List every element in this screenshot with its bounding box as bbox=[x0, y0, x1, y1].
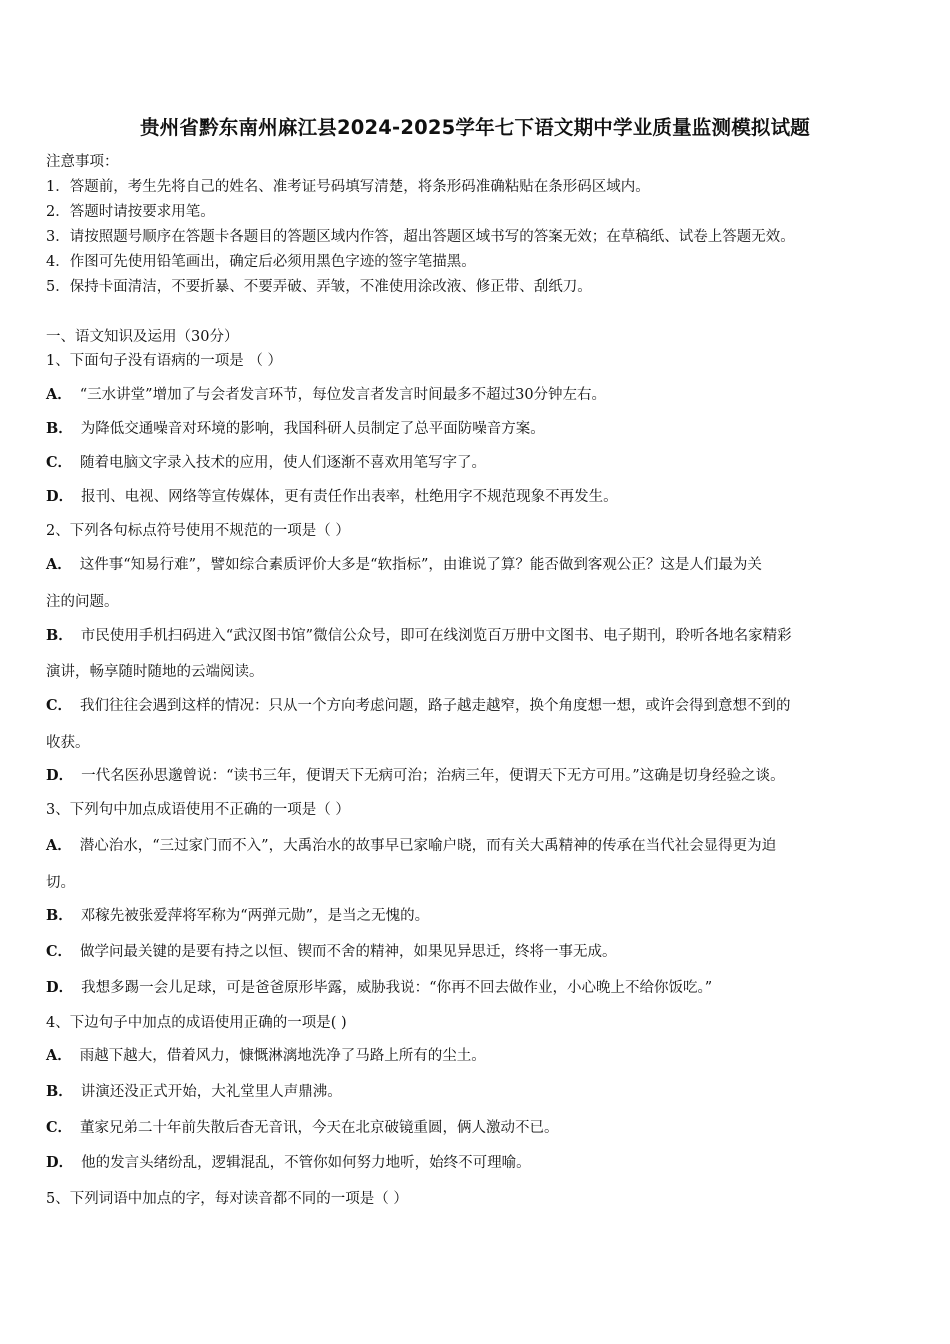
option-d bbox=[46, 978, 910, 998]
option-text: 我们往往会遇到这样的情况：只从一个方向考虑问题，路子越走越窄，换个角度想一想，或许会得到意想不到的 bbox=[80, 698, 791, 714]
option-b bbox=[46, 906, 910, 926]
option-text: 我想多踢一会儿足球，可是爸爸原形毕露，威胁我说：“你再不回去做作业，小心晚上不给你饭吃。” bbox=[81, 980, 713, 996]
option-label: C． bbox=[46, 454, 73, 471]
option-a bbox=[46, 555, 910, 575]
notice-item: 3．请按照题号顺序在答题卡各题目的答题区域内作答，超出答题区域书写的答案无效；在草稿纸、试卷上答题无效。 bbox=[46, 229, 795, 245]
option-text: 报刊、电视、网络等宣传媒体，更有责任作出表率，杜绝用字不规范现象不再发生。 bbox=[81, 489, 618, 505]
option-label: C． bbox=[46, 943, 73, 960]
option-text: “三水讲堂”增加了与会者发言环节，每位发言者发言时间最多不超过30分钟左右。 bbox=[79, 387, 607, 403]
option-b bbox=[46, 1082, 910, 1102]
option-label: C． bbox=[46, 697, 73, 714]
option-text: 邓稼先被张爱萍将军称为“两弹元勋”，是当之无愧的。 bbox=[80, 908, 430, 924]
notice-item: 1．答题前，考生先将自己的姓名、准考证号码填写清楚，将条形码准确粘贴在条形码区域内。 bbox=[46, 179, 650, 195]
question-stem: 3、下列句中加点成语使用不正确的一项是（ ） bbox=[46, 802, 350, 818]
option-text: 潜心治水，“三过家门而不入”，大禹治水的故事早已家喻户晓，而有关大禹精神的传承在当代社会显得更为迫 bbox=[79, 838, 777, 854]
option-text: 这件事“知易行难”，譬如综合素质评价大多是“软指标”，由谁说了算？能否做到客观公正？这是人们最为关 bbox=[79, 557, 762, 573]
section-heading: 一、语文知识及运用（30分） bbox=[46, 329, 239, 345]
option-b bbox=[46, 626, 910, 646]
option-text: 雨越下越大，借着风力，慷慨淋漓地洗净了马路上所有的尘土。 bbox=[79, 1048, 486, 1064]
option-label: A． bbox=[46, 837, 72, 854]
option-label: A． bbox=[46, 556, 72, 573]
option-label: A． bbox=[46, 1047, 72, 1064]
option-label: D． bbox=[46, 488, 74, 505]
question-stem: 4、下边句子中加点的成语使用正确的一项是( ) bbox=[46, 1015, 347, 1031]
option-label: B． bbox=[46, 907, 73, 924]
question-stem: 2、下列各句标点符号使用不规范的一项是（ ） bbox=[46, 523, 350, 539]
option-label: D． bbox=[46, 1154, 74, 1171]
option-label: A． bbox=[46, 386, 72, 403]
option-text: 讲演还没正式开始，大礼堂里人声鼎沸。 bbox=[80, 1084, 342, 1100]
option-label: D． bbox=[46, 979, 74, 996]
notice-heading: 注意事项： bbox=[46, 154, 119, 170]
option-text: 一代名医孙思邈曾说：“读书三年，便谓天下无病可治；治病三年，便谓天下无方可用。”这确是切身经验之谈。 bbox=[81, 768, 785, 784]
option-c bbox=[46, 1118, 910, 1138]
option-text: 为降低交通噪音对环境的影响，我国科研人员制定了总平面防噪音方案。 bbox=[80, 421, 545, 437]
option-b bbox=[46, 419, 910, 439]
option-label: D． bbox=[46, 767, 74, 784]
option-text: 市民使用手机扫码进入“武汉图书馆”微信公众号，即可在线浏览百万册中文图书、电子期刊，聆听各地名家精彩 bbox=[80, 628, 792, 644]
question-stem: 5、下列词语中加点的字，每对读音都不同的一项是（ ） bbox=[46, 1191, 408, 1207]
option-d bbox=[46, 487, 910, 507]
question-stem: 1、下面句子没有语病的一项是 （ ） bbox=[46, 353, 282, 369]
option-d bbox=[46, 766, 910, 786]
option-text: 他的发言头绪纷乱，逻辑混乱，不管你如何努力地听，始终不可理喻。 bbox=[81, 1155, 531, 1171]
option-a bbox=[46, 836, 910, 856]
option-c bbox=[46, 696, 910, 716]
option-a bbox=[46, 1046, 910, 1066]
option-label: C． bbox=[46, 1119, 73, 1136]
notice-item: 4．作图可先使用铅笔画出，确定后必须用黑色字迹的签字笔描黑。 bbox=[46, 254, 476, 270]
option-c bbox=[46, 453, 910, 473]
option-label: B． bbox=[46, 420, 73, 437]
notice-item: 2．答题时请按要求用笔。 bbox=[46, 204, 215, 220]
option-d bbox=[46, 1153, 910, 1173]
notice-item: 5．保持卡面清洁，不要折暴、不要弄破、弄皱，不准使用涂改液、修正带、刮纸刀。 bbox=[46, 279, 592, 295]
page-title: 贵州省黔东南州麻江县2024-2025学年七下语文期中学业质量监测模拟试题 bbox=[139, 116, 811, 139]
option-text: 做学问最关键的是要有持之以恒、锲而不舍的精神，如果见异思迁，终将一事无成。 bbox=[80, 944, 617, 960]
option-label: B． bbox=[46, 1083, 73, 1100]
option-text: 董家兄弟二十年前失散后杳无音讯，今天在北京破镜重圆，俩人激动不已。 bbox=[80, 1120, 559, 1136]
option-a-cont: 注的问题。 bbox=[46, 594, 119, 610]
option-label: B． bbox=[46, 627, 73, 644]
option-text: 随着电脑文字录入技术的应用，使人们逐渐不喜欢用笔写字了。 bbox=[80, 455, 487, 471]
option-c bbox=[46, 942, 910, 962]
option-a bbox=[46, 385, 910, 405]
option-c-cont: 收获。 bbox=[46, 735, 90, 751]
option-a-cont: 切。 bbox=[46, 875, 75, 891]
option-b-cont: 演讲，畅享随时随地的云端阅读。 bbox=[46, 664, 264, 680]
